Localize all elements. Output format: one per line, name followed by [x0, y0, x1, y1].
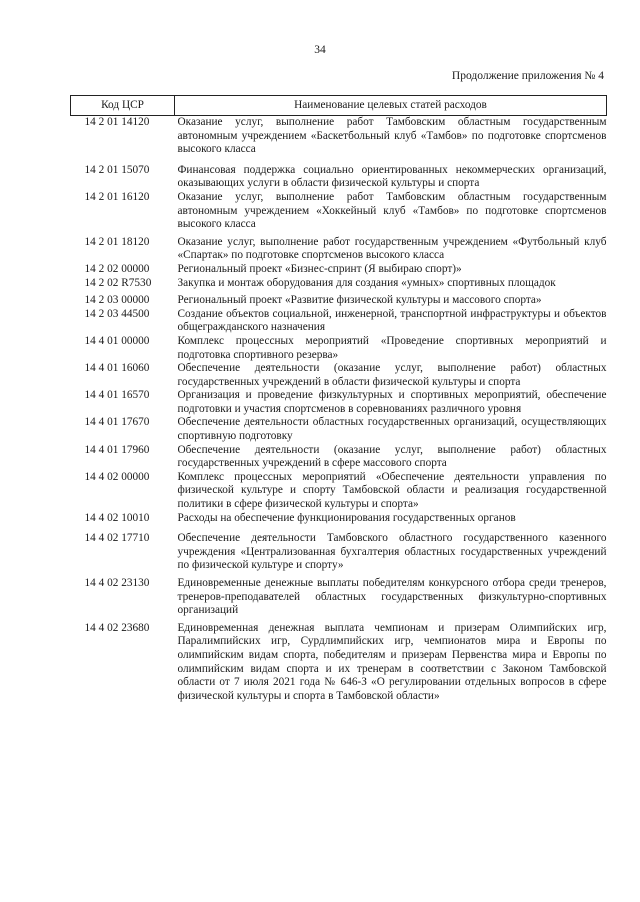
budget-target-items-table [70, 95, 607, 703]
table-row [71, 335, 607, 362]
row-name: Обеспечение деятельности (оказание услуг, выполнение работ) областных государственных учреждений в области физической культуры и спорта [177, 362, 607, 388]
table-row [71, 362, 607, 389]
table-header-row [71, 96, 607, 116]
row-code: 14 2 02 00000 [84, 262, 150, 275]
row-name: Создание объектов социальной, инженерной, транспортной инфраструктуры и объектов общегражданского назначения [177, 307, 607, 334]
row-name: Расходы на обеспечение функционирования государственных органов [177, 511, 516, 524]
row-code: 14 4 02 23680 [84, 621, 150, 634]
table-row [71, 416, 607, 443]
row-code: 14 4 01 00000 [84, 334, 150, 347]
table-row [71, 512, 607, 526]
table-row [71, 277, 607, 291]
table-row [71, 290, 607, 308]
row-name: Обеспечение деятельности (оказание услуг, выполнение работ) областных государственных учреждений в сфере массового спорта [177, 443, 607, 470]
table-row [71, 116, 607, 157]
row-name: Обеспечение деятельности областных государственных организаций, осуществляющих спортивную подготовку [177, 416, 607, 443]
row-code: 14 2 01 15070 [84, 163, 150, 176]
row-code: 14 4 02 10010 [84, 511, 150, 524]
appendix-continuation-label: Продолжение приложения № 4 [451, 70, 604, 82]
header-name: Наименование целевых статей расходов [175, 96, 607, 116]
row-name: Региональный проект «Бизнес-спринт (Я выбираю спорт)» [177, 262, 462, 275]
row-code: 14 4 01 16570 [84, 389, 150, 402]
table-row [71, 471, 607, 512]
page-number: 34 [314, 44, 326, 56]
table-row [71, 308, 607, 335]
table-row [71, 263, 607, 277]
row-code: 14 4 02 23130 [84, 577, 150, 589]
row-code: 14 4 01 17670 [84, 416, 150, 429]
row-name: Оказание услуг, выполнение работ государственным учреждением «Футбольный клуб «Спартак» по подготовке спортсменов высокого класса [177, 235, 607, 262]
row-code: 14 2 01 18120 [84, 235, 150, 248]
row-code: 14 4 01 17960 [84, 443, 150, 456]
table-row [71, 573, 607, 618]
table-row [71, 525, 607, 573]
row-name: Комплекс процессных мероприятий «Обеспечение деятельности управления по физической культуре и спорту Тамбовской области и реализация государственной политики в сфере физической культуры и спорта» [177, 470, 607, 511]
row-name: Единовременные денежные выплаты победителям конкурсного отбора среди тренеров, тренеров-преподавателей областных государственных физкультурно-спортивных организаций [177, 577, 607, 617]
row-name: Оказание услуг, выполнение работ Тамбовским областным государственным автономным учреждением «Хоккейный клуб «Тамбов» по подготовке спортсменов высокого класса [177, 190, 607, 231]
row-name: Закупка и монтаж оборудования для создания «умных» спортивных площадок [177, 276, 556, 289]
row-code: 14 2 03 44500 [84, 307, 150, 320]
row-name: Обеспечение деятельности Тамбовского областного государственного казенного учреждения «Централизованная бухгалтерия областных государственных учреждений по физической культуре и спорту» [177, 532, 607, 572]
row-name: Организация и проведение физкультурных и спортивных мероприятий, обеспечение подготовки и участия спортсменов в соревнованиях различного уровня [177, 389, 607, 415]
table-row [71, 191, 607, 232]
row-code: 14 4 01 16060 [84, 362, 150, 375]
table-row [71, 232, 607, 263]
row-name: Оказание услуг, выполнение работ Тамбовским областным государственным автономным учреждением «Баскетбольный клуб «Тамбов» по подготовке спортсменов высокого класса [177, 116, 607, 156]
table-row [71, 618, 607, 704]
row-code: 14 2 01 16120 [84, 190, 150, 203]
table-row [71, 444, 607, 471]
row-name: Единовременная денежная выплата чемпионам и призерам Олимпийских игр, Паралимпийских игр, Сурдлимпийских игр, чемпионатов мира и Европы по олимпийским видам спорта, победителям и призерам Первенства мира и Европы по олимпийским видам спорта и их тренерам в соответствии с Законом Тамбовской области от 7 июля 2021 года № 646-З «О регулировании отдельных вопросов в сфере физической культуры и спорта в Тамбовской области» [177, 621, 607, 702]
row-code: 14 2 02 R7530 [84, 276, 152, 289]
row-name: Финансовая поддержка социально ориентированных некоммерческих организаций, оказывающих услуги в области физической культуры и спорта [177, 163, 607, 190]
row-code: 14 4 02 00000 [84, 470, 150, 483]
row-name: Комплекс процессных мероприятий «Проведение спортивных мероприятий и подготовка спортивного резерва» [177, 334, 607, 361]
header-code: Код ЦСР [71, 96, 175, 116]
table-row [71, 157, 607, 191]
row-code: 14 2 03 00000 [84, 294, 150, 307]
row-code: 14 4 02 17710 [84, 532, 150, 545]
row-name: Региональный проект «Развитие физической культуры и массового спорта» [177, 294, 542, 307]
row-code: 14 2 01 14120 [84, 116, 150, 128]
table-row [71, 389, 607, 416]
